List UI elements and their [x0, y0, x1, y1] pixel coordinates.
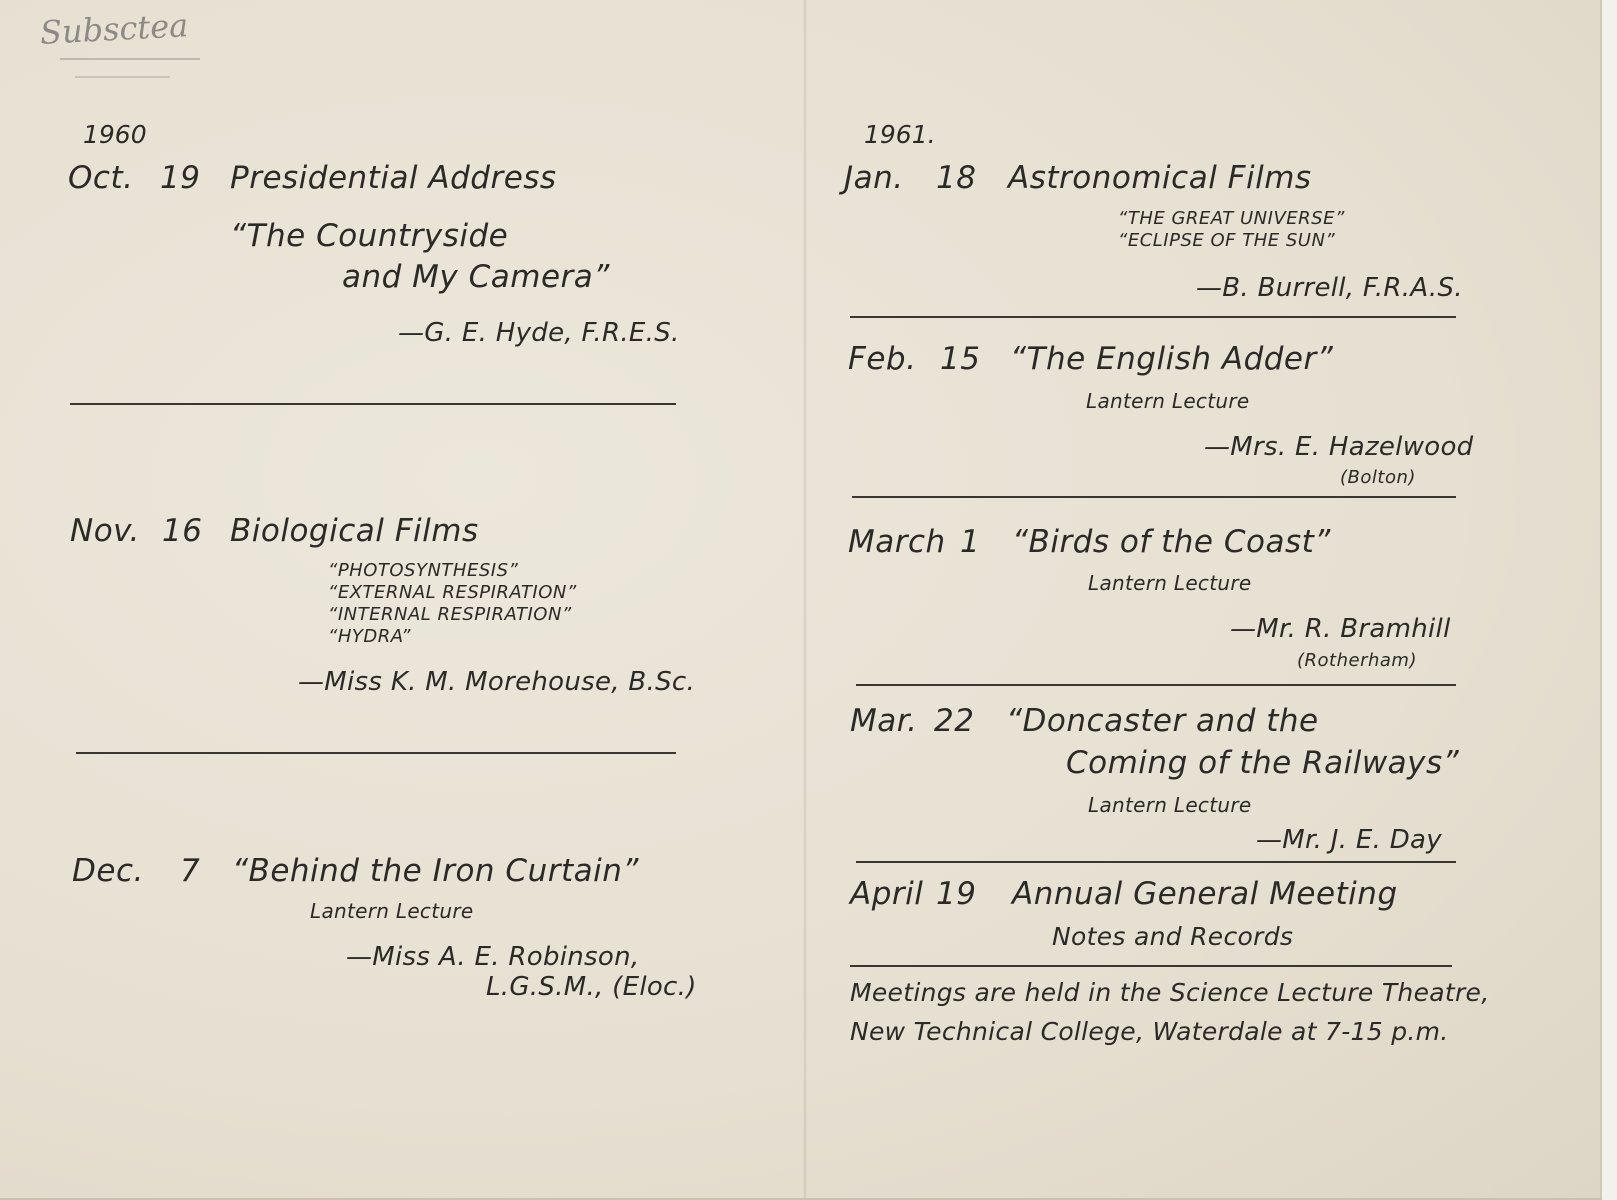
event-date: Mar.	[850, 703, 918, 739]
event-title-line2: Coming of the Railways”	[1066, 745, 1460, 781]
year-1960: 1960	[83, 120, 147, 149]
event-title: Annual General Meeting	[1012, 876, 1398, 912]
divider	[76, 752, 676, 754]
film-title: “INTERNAL RESPIRATION”	[328, 604, 572, 625]
event-title: Astronomical Films	[1008, 160, 1312, 196]
film-title: “THE GREAT UNIVERSE”	[1118, 208, 1345, 229]
lecture-format: Lantern Lecture	[1086, 389, 1250, 413]
event-day: 19	[160, 160, 201, 196]
talk-title-line2: and My Camera”	[342, 259, 610, 295]
event-title-line1: “Doncaster and the	[1006, 703, 1319, 739]
speaker: —Mrs. E. Hazelwood	[1204, 432, 1474, 462]
event-subtitle: Notes and Records	[1052, 922, 1294, 951]
pencil-underline	[60, 58, 200, 60]
event-day: 7	[180, 853, 201, 889]
speaker-line1: —Miss A. E. Robinson,	[346, 942, 640, 972]
speaker: —Mr. J. E. Day	[1256, 825, 1442, 855]
footer-line2: New Technical College, Waterdale at 7-15 p.m.	[850, 1017, 1449, 1046]
event-day: 19	[936, 876, 977, 912]
event-day: 22	[934, 703, 975, 739]
speaker-location: (Bolton)	[1340, 467, 1416, 488]
event-day: 1	[960, 524, 981, 560]
film-title: “HYDRA”	[328, 626, 411, 647]
speaker-line2: L.G.S.M., (Eloc.)	[486, 972, 697, 1002]
event-date: Jan.	[844, 160, 904, 196]
event-date: Oct.	[68, 160, 134, 196]
divider	[852, 496, 1456, 498]
event-date: April	[850, 876, 924, 912]
event-title: Biological Films	[230, 513, 479, 549]
event-title: Presidential Address	[230, 160, 557, 196]
film-title: “ECLIPSE OF THE SUN”	[1118, 230, 1336, 251]
event-day: 16	[162, 513, 203, 549]
divider	[70, 403, 676, 405]
pencil-underline-2	[75, 76, 170, 78]
event-day: 15	[940, 341, 981, 377]
film-title: “PHOTOSYNTHESIS”	[328, 560, 519, 581]
footer-line1: Meetings are held in the Science Lecture Theatre,	[850, 978, 1490, 1007]
talk-title-line1: “The Countryside	[230, 218, 509, 254]
lecture-format: Lantern Lecture	[1088, 571, 1252, 595]
event-date: March	[848, 524, 946, 560]
speaker: —Miss K. M. Morehouse, B.Sc.	[298, 667, 696, 697]
fold-crease	[803, 0, 807, 1198]
speaker: —B. Burrell, F.R.A.S.	[1196, 273, 1463, 303]
event-date: Feb.	[848, 341, 917, 377]
event-title: “Behind the Iron Curtain”	[232, 853, 639, 889]
year-1961: 1961.	[864, 120, 936, 149]
divider	[856, 861, 1456, 863]
speaker-location: (Rotherham)	[1297, 650, 1417, 671]
lecture-format: Lantern Lecture	[1088, 793, 1252, 817]
speaker: —G. E. Hyde, F.R.E.S.	[398, 318, 680, 348]
pencil-annotation: Subsctea	[39, 6, 190, 52]
event-date: Dec.	[72, 853, 144, 889]
divider	[850, 965, 1452, 967]
divider	[856, 684, 1456, 686]
speaker: —Mr. R. Bramhill	[1230, 614, 1451, 644]
event-title: “The English Adder”	[1010, 341, 1334, 377]
film-title: “EXTERNAL RESPIRATION”	[328, 582, 577, 603]
divider	[850, 316, 1456, 318]
lecture-format: Lantern Lecture	[310, 899, 474, 923]
event-date: Nov.	[70, 513, 140, 549]
event-day: 18	[936, 160, 977, 196]
event-title: “Birds of the Coast”	[1012, 524, 1331, 560]
